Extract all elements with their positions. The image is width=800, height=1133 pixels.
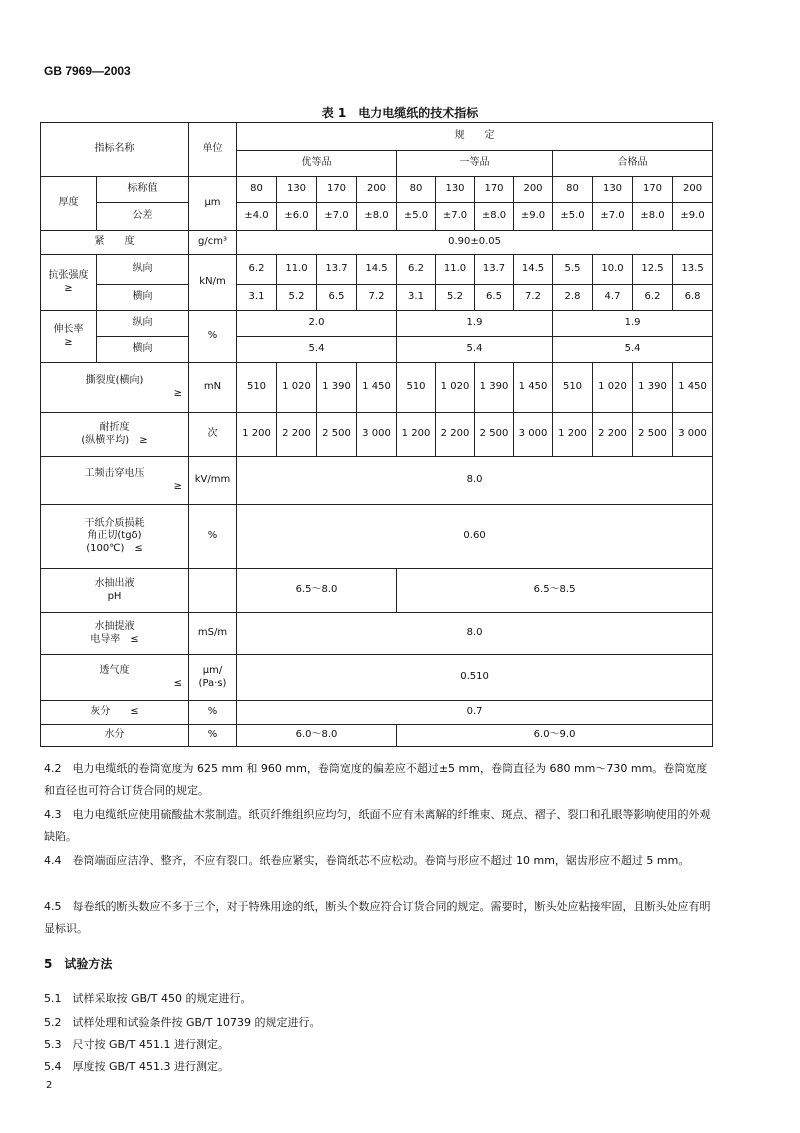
table-cell: 6.2: [397, 255, 436, 285]
moisture-unit: %: [189, 725, 237, 747]
table-cell: 130: [277, 177, 317, 203]
clause-5-2: 5.2 试样处理和试验条件按 GB/T 10739 的规定进行。: [44, 1016, 321, 1029]
elongation-cd-row: [41, 337, 713, 363]
table-cell: 6.2: [237, 255, 277, 285]
table-cell: 1.9: [397, 311, 553, 337]
table-cell: 80: [553, 177, 593, 203]
moisture-value-superior: 6.0～8.0: [237, 725, 397, 747]
table-cell: 2.0: [237, 311, 397, 337]
table-cell: 130: [436, 177, 475, 203]
table-cell: ±5.0: [553, 203, 593, 231]
header-indicator-name: 指标名称: [41, 123, 189, 177]
density-label: 紧 度: [41, 231, 189, 255]
conductivity-label: [41, 613, 189, 655]
thickness-nominal-row: [41, 177, 713, 203]
table-cell: 2 500: [633, 413, 673, 457]
table-cell: 170: [475, 177, 514, 203]
table-cell: 6.5: [475, 285, 514, 311]
table-cell: ±9.0: [673, 203, 713, 231]
loss-unit: %: [189, 505, 237, 569]
section-5-title: 5 试验方法: [44, 957, 113, 971]
table-cell: 10.0: [593, 255, 633, 285]
table-cell: ±4.0: [237, 203, 277, 231]
table-cell: 80: [237, 177, 277, 203]
table-cell: ±8.0: [475, 203, 514, 231]
dielectric-loss-row: [41, 505, 713, 569]
table-cell: 11.0: [277, 255, 317, 285]
table-cell: 2.8: [553, 285, 593, 311]
thickness-label: 厚度: [41, 177, 97, 231]
grade-superior: 优等品: [237, 151, 397, 177]
air-permeance-row: [41, 655, 713, 701]
ph-value-other: 6.5～8.5: [397, 569, 713, 613]
table-cell: ±7.0: [593, 203, 633, 231]
thickness-tolerance-label: 公差: [97, 203, 189, 231]
technical-spec-table: [40, 122, 713, 747]
thickness-nominal-label: 标称值: [97, 177, 189, 203]
clause-5-3: 5.3 尺寸按 GB/T 451.1 进行测定。: [44, 1038, 229, 1051]
table-cell: 510: [397, 363, 436, 413]
ash-unit: %: [189, 701, 237, 725]
fold-label: [41, 413, 189, 457]
table-cell: 5.4: [553, 337, 713, 363]
table-cell: ±9.0: [514, 203, 553, 231]
table-cell: 5.4: [237, 337, 397, 363]
moisture-value-other: 6.0～9.0: [397, 725, 713, 747]
ash-row: [41, 701, 713, 725]
table-cell: 510: [237, 363, 277, 413]
table-cell: 14.5: [357, 255, 397, 285]
table-cell: 5.2: [277, 285, 317, 311]
density-unit: g/cm³: [189, 231, 237, 255]
grade-qualified: 合格品: [553, 151, 713, 177]
table-cell: 1 200: [397, 413, 436, 457]
table-cell: 1 450: [514, 363, 553, 413]
density-row: [41, 231, 713, 255]
table-cell: 11.0: [436, 255, 475, 285]
table-cell: 7.2: [514, 285, 553, 311]
table-cell: 3 000: [357, 413, 397, 457]
direction-md: 纵向: [97, 311, 189, 337]
elongation-md-row: [41, 311, 713, 337]
clause-4-3: 4.3 电力电缆纸应使用硫酸盐木浆制造。纸页纤维组织应均匀，纸面不应有未离解的纤维束、斑点、褶子、裂口和孔眼等影响使用的外观缺陷。: [44, 808, 711, 843]
breakdown-unit: kV/mm: [189, 457, 237, 505]
geq-sign: ≥: [173, 387, 182, 399]
clause-5-1: 5.1 试样采取按 GB/T 450 的规定进行。: [44, 992, 252, 1005]
leq-sign: ≤: [173, 677, 182, 689]
table-cell: 2 200: [593, 413, 633, 457]
table-cell: 510: [553, 363, 593, 413]
tensile-unit: kN/m: [189, 255, 237, 311]
table-cell: 3.1: [397, 285, 436, 311]
table-cell: 1 200: [237, 413, 277, 457]
table-cell: 1 450: [673, 363, 713, 413]
table-cell: 1.9: [553, 311, 713, 337]
table-cell: 1 450: [357, 363, 397, 413]
table-cell: 170: [317, 177, 357, 203]
table-cell: 5.5: [553, 255, 593, 285]
fold-label-text: 耐折度: [99, 422, 130, 433]
ph-value-superior: 6.5～8.0: [237, 569, 397, 613]
leq-sign: ≤: [130, 706, 139, 718]
table-cell: 200: [357, 177, 397, 203]
table-cell: 12.5: [633, 255, 673, 285]
table-cell: 3 000: [514, 413, 553, 457]
table-cell: 2 500: [475, 413, 514, 457]
table-cell: 3.1: [237, 285, 277, 311]
tear-label-text: 撕裂度(横向): [85, 375, 144, 386]
conductivity-label-2: 电导率: [90, 633, 121, 645]
fold-unit: 次: [189, 413, 237, 457]
table-cell: 1 390: [317, 363, 357, 413]
fold-row: [41, 413, 713, 457]
breakdown-label: [41, 457, 189, 505]
loss-value: 0.60: [237, 505, 713, 569]
table-cell: 5.4: [397, 337, 553, 363]
tensile-label-text: 抗张强度: [48, 270, 89, 281]
leq-sign: ≤: [130, 633, 139, 645]
geq-sign: ≥: [64, 282, 73, 294]
elongation-label-text: 伸长率: [53, 324, 84, 335]
loss-label-2: 角正切(tgδ): [87, 530, 142, 542]
table-cell: 1 390: [633, 363, 673, 413]
clause-4-5: 4.5 每卷纸的断头数应不多于三个，对于特殊用途的纸，断头个数应符合订货合同的规定。需要时，断头处应粘接牢固，且断头处应有明显标识。: [44, 900, 711, 935]
table-cell: 2 500: [317, 413, 357, 457]
ash-label: [41, 701, 189, 725]
page-number: 2: [46, 1080, 53, 1091]
geq-sign: ≥: [139, 434, 148, 446]
breakdown-label-text: 工频击穿电压: [84, 468, 145, 479]
table-cell: 2 200: [277, 413, 317, 457]
tear-row: [41, 363, 713, 413]
air-label: [41, 655, 189, 701]
table-cell: 6.5: [317, 285, 357, 311]
air-label-text: 透气度: [99, 665, 130, 676]
table-cell: 1 200: [553, 413, 593, 457]
tear-unit: mN: [189, 363, 237, 413]
standard-number: GB 7969—2003: [44, 64, 131, 78]
breakdown-value: 8.0: [237, 457, 713, 505]
table-cell: 6.8: [673, 285, 713, 311]
table-cell: 170: [633, 177, 673, 203]
table-cell: ±5.0: [397, 203, 436, 231]
thickness-tolerance-row: [41, 203, 713, 231]
conductivity-unit: mS/m: [189, 613, 237, 655]
clause-5-4: 5.4 厚度按 GB/T 451.3 进行测定。: [44, 1060, 229, 1073]
table-cell: 14.5: [514, 255, 553, 285]
geq-sign: ≥: [173, 480, 182, 492]
direction-cd: 横向: [97, 337, 189, 363]
leq-sign: ≤: [134, 542, 143, 554]
table-cell: 13.5: [673, 255, 713, 285]
ash-label-text: 灰分: [90, 706, 111, 718]
table-cell: 5.2: [436, 285, 475, 311]
tensile-label: [41, 255, 97, 311]
conductivity-label-1: 水抽提液: [94, 621, 135, 632]
ph-label-2: pH: [107, 590, 122, 602]
moisture-label: 水分: [41, 725, 189, 747]
table-cell: 130: [593, 177, 633, 203]
conductivity-value: 8.0: [237, 613, 713, 655]
table-cell: ±7.0: [317, 203, 357, 231]
moisture-row: [41, 725, 713, 747]
table-cell: 80: [397, 177, 436, 203]
air-unit: [189, 655, 237, 701]
direction-cd: 横向: [97, 285, 189, 311]
table-cell: 200: [514, 177, 553, 203]
table-cell: 1 020: [277, 363, 317, 413]
table-cell: ±8.0: [633, 203, 673, 231]
table-caption: 表 1 电力电缆纸的技术指标: [321, 106, 479, 120]
clause-4-4: 4.4 卷筒端面应洁净、整齐，不应有裂口。纸卷应紧实，卷筒纸芯不应松动。卷筒与形应不超过 10 mm，锯齿形应不超过 5 mm。: [44, 854, 690, 867]
table-cell: 6.2: [633, 285, 673, 311]
tear-label: [41, 363, 189, 413]
loss-label-1: 干纸介质损耗: [84, 517, 145, 529]
air-value: 0.510: [237, 655, 713, 701]
table-cell: ±7.0: [436, 203, 475, 231]
direction-md: 纵向: [97, 255, 189, 285]
header-unit: 单位: [189, 123, 237, 177]
ph-label-1: 水抽出液: [94, 578, 135, 589]
density-value: 0.90±0.05: [237, 231, 713, 255]
clause-4-2: 4.2 电力电缆纸的卷筒宽度为 625 mm 和 960 mm，卷筒宽度的偏差应不超过±5 mm，卷筒直径为 680 mm～730 mm。卷筒宽度和直径也可符合订货合同的规定。: [44, 762, 708, 797]
ash-value: 0.7: [237, 701, 713, 725]
tensile-cd-row: [41, 285, 713, 311]
thickness-unit: μm: [189, 177, 237, 231]
conductivity-row: [41, 613, 713, 655]
table-cell: 3 000: [673, 413, 713, 457]
breakdown-row: [41, 457, 713, 505]
table-cell: 2 200: [436, 413, 475, 457]
table-cell: 1 390: [475, 363, 514, 413]
table-cell: 200: [673, 177, 713, 203]
table-cell: ±6.0: [277, 203, 317, 231]
loss-label: [41, 505, 189, 569]
air-unit-1: μm/: [202, 665, 223, 676]
elongation-label: [41, 311, 97, 363]
header-specification: 规 定: [237, 123, 713, 151]
table-cell: 13.7: [317, 255, 357, 285]
table-cell: 1 020: [436, 363, 475, 413]
loss-label-3: (100℃): [86, 542, 125, 554]
ph-row: [41, 569, 713, 613]
ph-unit: [189, 569, 237, 613]
table-cell: 1 020: [593, 363, 633, 413]
table-cell: 13.7: [475, 255, 514, 285]
elongation-unit: %: [189, 311, 237, 363]
air-unit-2: (Pa·s): [198, 677, 227, 689]
ph-label: [41, 569, 189, 613]
fold-label-sub: (纵横平均): [81, 434, 130, 446]
table-cell: 4.7: [593, 285, 633, 311]
grade-first: 一等品: [397, 151, 553, 177]
tensile-md-row: [41, 255, 713, 285]
table-cell: 7.2: [357, 285, 397, 311]
table-cell: ±8.0: [357, 203, 397, 231]
geq-sign: ≥: [64, 336, 73, 348]
